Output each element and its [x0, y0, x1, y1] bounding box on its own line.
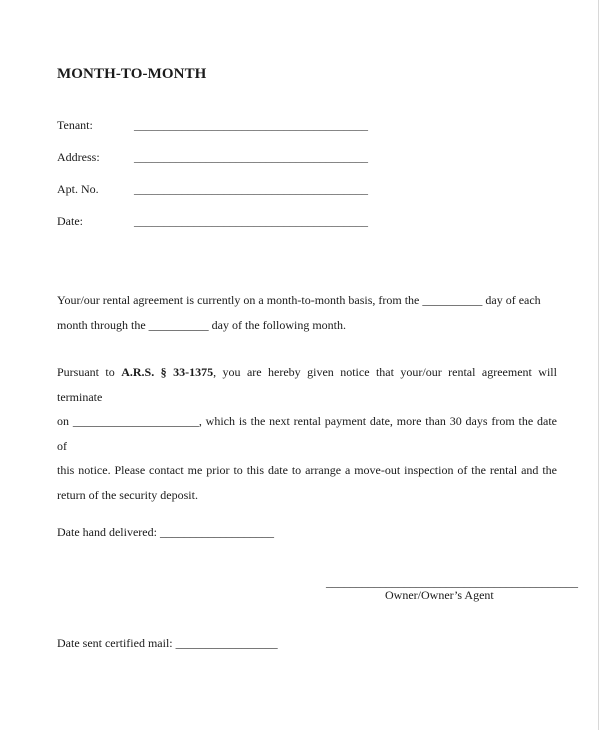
document-title: MONTH-TO-MONTH	[57, 66, 207, 82]
date-field[interactable]: _______________________________________	[134, 214, 368, 228]
date-certified-mail-field[interactable]: _________________	[175, 636, 278, 650]
date-hand-delivered-field[interactable]: ___________________	[159, 525, 274, 539]
apt-no-field[interactable]: _______________________________________	[134, 182, 368, 196]
paragraph-termination-notice	[57, 360, 557, 507]
p2-text-c: on	[57, 414, 73, 428]
paragraph-2-line-2	[57, 409, 557, 458]
p2-text-a: Pursuant to	[57, 365, 122, 379]
paragraph-1-line-1	[57, 288, 557, 313]
address-field[interactable]: _______________________________________	[134, 150, 368, 164]
tenant-label: Tenant:	[57, 118, 93, 132]
tenant-field[interactable]: _______________________________________	[134, 118, 368, 132]
date-certified-mail-row	[57, 636, 278, 651]
address-label: Address:	[57, 150, 100, 164]
p1-text-a: Your/our rental agreement is currently on a month-to-month basis, from the	[57, 293, 423, 307]
date-hand-delivered-row	[57, 525, 274, 540]
paragraph-2-line-1	[57, 360, 557, 409]
termination-date-blank[interactable]: _____________________	[72, 414, 199, 428]
date-certified-mail-label: Date sent certified mail:	[57, 636, 173, 650]
p2-text-b: , you are hereby given notice that your/our rental agreement will terminate	[57, 365, 557, 404]
start-day-blank[interactable]: __________	[422, 293, 483, 307]
date-hand-delivered-label: Date hand delivered:	[57, 525, 157, 539]
p1-text-c: month through the	[57, 317, 149, 332]
date-label: Date:	[57, 214, 83, 228]
paragraph-month-to-month	[57, 288, 557, 337]
apt-no-label: Apt. No.	[57, 182, 99, 196]
p1-text-d: day of the following month.	[208, 317, 346, 332]
end-day-blank[interactable]: __________	[148, 317, 209, 332]
p1-text-b: day of each	[482, 293, 541, 307]
paragraph-1-line-2	[57, 313, 557, 338]
paragraph-2-line-4: return of the security deposit.	[57, 487, 198, 502]
paragraph-2-line-3: this notice. Please contact me prior to this date to arrange a move-out inspection of the rental and the	[57, 463, 557, 477]
statute-reference: A.R.S. § 33-1375	[121, 365, 214, 379]
p2-text-d: , which is the next rental payment date, more than 30 days from the date of	[57, 414, 558, 453]
signature-label: Owner/Owner’s Agent	[385, 588, 494, 602]
signature-line[interactable]: __________________________________________	[326, 575, 578, 589]
